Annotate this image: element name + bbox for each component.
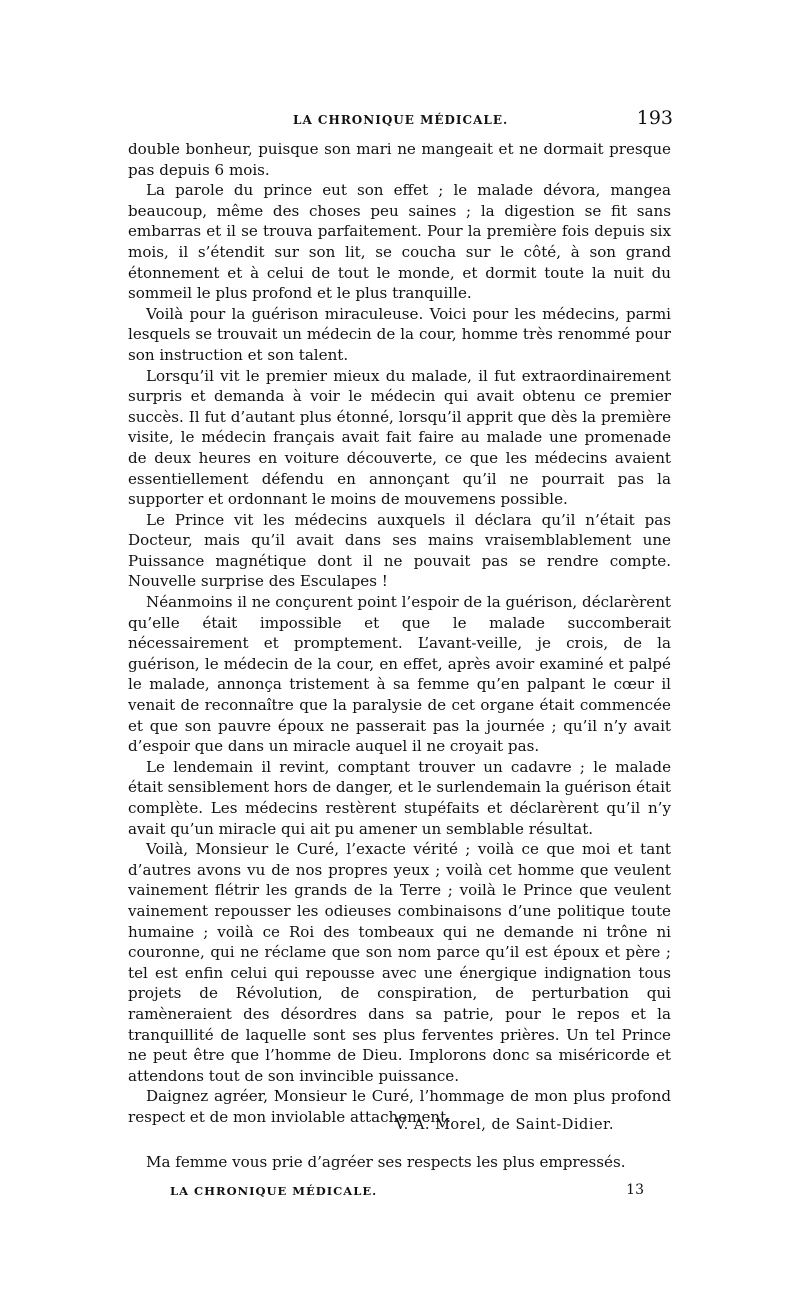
paragraph: Le lendemain il revint, comptant trouver un cadavre ; le malade était sensiblement hors de danger, et le surlendemain la guérison était complète. Les médecins restèrent stupéfaits et déclarèrent qu’il n’y avait qu’un miracle qui ait pu amener un semblable résultat. <box>128 757 671 838</box>
paragraph: Voilà pour la guérison miraculeuse. Voici pour les médecins, parmi lesquels se trouvait un médecin de la cour, homme très renommé pour son instruction et son talent. <box>128 304 671 364</box>
body-text <box>128 139 671 1128</box>
paragraph: double bonheur, puisque son mari ne mangeait et ne dormait presque pas depuis 6 mois. <box>128 140 671 179</box>
paragraph: La parole du prince eut son effet ; le malade dévora, mangea beaucoup, même des choses peu saines ; la digestion se fit sans embarras et il se trouva parfaitement. Pour la première fois depuis six mois, il s’étendit sur son lit, se coucha sur le côté, à son grand étonnement et à celui de tout le monde, et dormit toute la nuit du sommeil le plus profond et le plus tranquille. <box>128 181 671 303</box>
paragraph: Voilà, Monsieur le Curé, l’exacte vérité ; voilà ce que moi et tant d’autres avons vu de nos propres yeux ; voilà cet homme que veulent vainement flétrir les grands de la Terre ; voilà le Prince que veulent vainement repousser les odieuses combinaisons d’une politique toute humaine ; voilà ce Roi des tombeaux qui ne demande ni trône ni couronne, qui ne réclame que son nom parce qu’il est époux et père ; tel est enfin celui qui repousse avec une énergique indignation tous projets de Révolution, de conspiration, de perturbation qui ramèneraient des désordres dans sa patrie, pour le repos et la tranquillité de laquelle sont ses plus ferventes prières. Un tel Prince ne peut être que l’homme de Dieu. Implorons donc sa miséricorde et attendons tout de son invincible puissance. <box>128 840 671 1085</box>
signature: V. A. Morel, de Saint-Didier. <box>395 1117 614 1133</box>
page-footer <box>170 1184 644 1204</box>
postscript: Ma femme vous prie d’agréer ses respects les plus empressés. <box>146 1153 626 1171</box>
page-header <box>128 107 673 133</box>
paragraph: Lorsqu’il vit le premier mieux du malade, il fut extraordinairement surpris et demanda à voir le médecin qui avait obtenu ce premier succès. Il fut d’autant plus étonné, lorsqu’il apprit que dès la première visite, le médecin français avait fait faire au malade une promenade de deux heures en voiture découverte, ce que les médecins avaient essentiellement défendu en annonçant qu’il ne pourrait pas la supporter et ordonnant le moins de mouvemens possible. <box>128 366 671 509</box>
paragraph: Néanmoins il ne conçurent point l’espoir de la guérison, déclarèrent qu’elle était impossible et que le malade succomberait nécessairement et promptement. L’avant-veille, je crois, de la guérison, le médecin de la cour, en effet, après avoir examiné et palpé le malade, annonça tristement à sa femme qu’en palpant le cœur il venait de reconnaître que la paralysie de cet organe était commencée et que son pauvre époux ne passerait pas la journée ; qu’il n’y avait d’espoir que dans un miracle auquel il ne croyait pas. <box>128 593 671 756</box>
page-number: 193 <box>636 107 673 129</box>
running-title: LA CHRONIQUE MÉDICALE. <box>293 113 509 127</box>
signature-mark: 13 <box>626 1182 644 1198</box>
footer-running-title: LA CHRONIQUE MÉDICALE. <box>170 1184 378 1198</box>
paragraph: Daignez agréer, Monsieur le Curé, l’hommage de mon plus profond respect et de mon inviolable attachement. <box>128 1087 671 1126</box>
paragraph: Le Prince vit les médecins auxquels il déclara qu’il n’était pas Docteur, mais qu’il avait dans ses mains vraisemblablement une Puissance magnétique dont il ne pouvait pas se rendre compte. Nouvelle surprise des Esculapes ! <box>128 510 671 591</box>
